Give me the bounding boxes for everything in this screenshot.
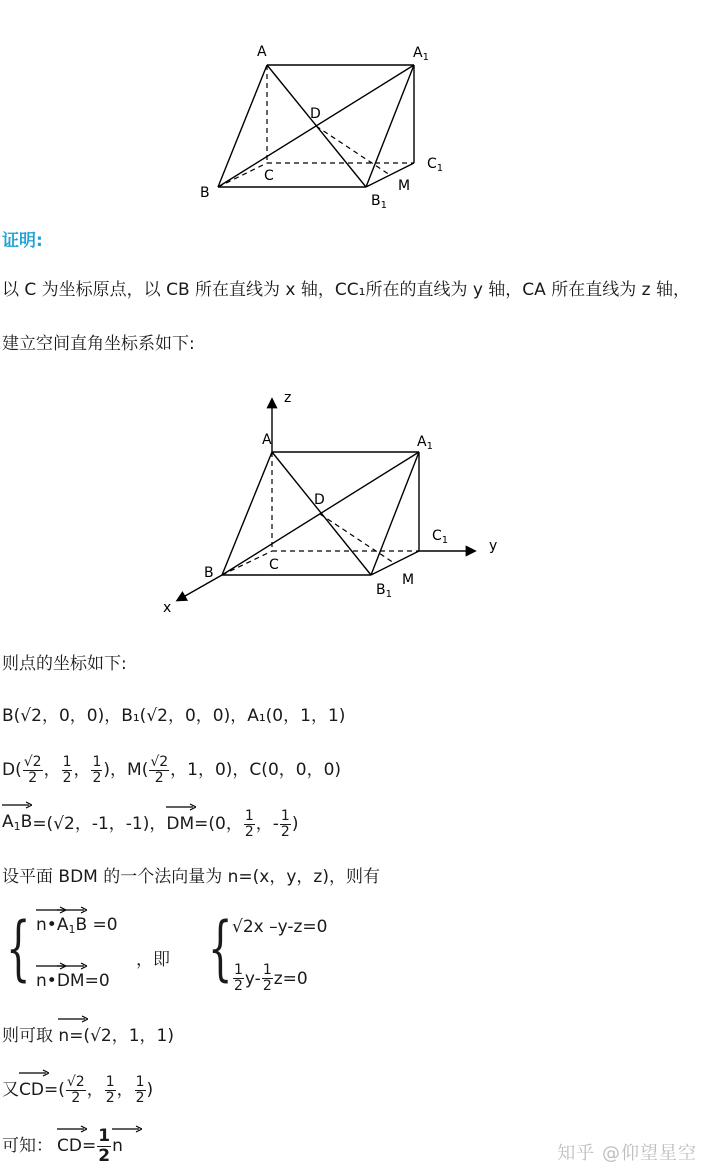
label-C: C: [264, 168, 274, 184]
figure-prism-coordinate: [0, 380, 711, 620]
prism-diagram-2: [0, 380, 711, 620]
setup-line-2: 建立空间直角坐标系如下:: [2, 334, 195, 354]
watermark: 知乎 @仰望星空: [557, 1143, 697, 1164]
system-eq1: n $•A_1B$ =0: [36, 915, 118, 936]
label-M: M: [398, 178, 411, 194]
label-B-2: B: [204, 565, 214, 581]
label-A-2: A: [262, 432, 272, 448]
cd-vector-line: 又 CD =( $\frac{√2}{2}$ ， $\frac{1}{2}$ ， $\frac{1}{2}$ ): [2, 1070, 153, 1110]
label-A1: $A_1$: [413, 45, 429, 63]
coords-line-B: B(√2，0，0)，B₁(√2，0，0)，A₁(0，1，1): [2, 706, 346, 726]
conclusion-line: 可知： CD = $\frac{1}{2}$ n: [2, 1124, 123, 1168]
right-brace: {: [208, 907, 233, 989]
take-n-line: 则可取 n =(√2，1，1): [2, 1024, 174, 1048]
label-A1-2: $A_1$: [417, 434, 433, 452]
normal-intro: 设平面 BDM 的一个法向量为 n=(x，y，z)，则有: [2, 867, 380, 887]
system-conj: ，即: [136, 950, 170, 970]
system-eq1-right: √2x –y-z=0: [232, 917, 328, 937]
figure-prism-1: [0, 0, 711, 215]
label-C1-2: $C_1$: [432, 528, 449, 546]
system-eq2-right: $\frac{1}{2}$ y- $\frac{1}{2}$ z=0: [234, 962, 308, 994]
left-brace: {: [6, 907, 31, 989]
axis-label-z: z: [284, 390, 292, 406]
axis-label-y: y: [489, 538, 498, 554]
proof-label: 证明:: [2, 231, 43, 251]
system-eq2: n •DM =0: [36, 971, 110, 991]
label-M-2: M: [402, 572, 415, 588]
label-D-2: D: [314, 492, 325, 508]
label-A: A: [257, 44, 267, 60]
label-C1: $C_1$: [427, 156, 444, 174]
coords-line-D-M: D( $\frac{√2}{2}$ ， $\frac{1}{2}$ ， $\frac{1}{2}$ )，M( $\frac{√2}{2}$ ，1，0)，C(0，0，0): [2, 753, 342, 786]
label-B1: $B_1$: [371, 193, 387, 211]
label-B: B: [200, 185, 210, 201]
label-D: D: [310, 106, 321, 122]
label-C-2: C: [269, 557, 279, 573]
prism-diagram-1: [0, 0, 711, 215]
vectors-line: $A_1B$ =(√2，-1，-1)， DM =(0， $\frac{1}{2}$ ，- $\frac{1}{2}$ ): [2, 804, 298, 844]
equation-system: [0, 905, 711, 1000]
coords-intro: 则点的坐标如下:: [2, 654, 127, 674]
setup-line-1: 以 C 为坐标原点，以 CB 所在直线为 x 轴，CC₁所在的直线为 y 轴，CA 所在直线为 z 轴，: [2, 280, 690, 300]
label-B1-2: $B_1$: [376, 582, 392, 600]
axis-label-x: x: [163, 600, 172, 616]
